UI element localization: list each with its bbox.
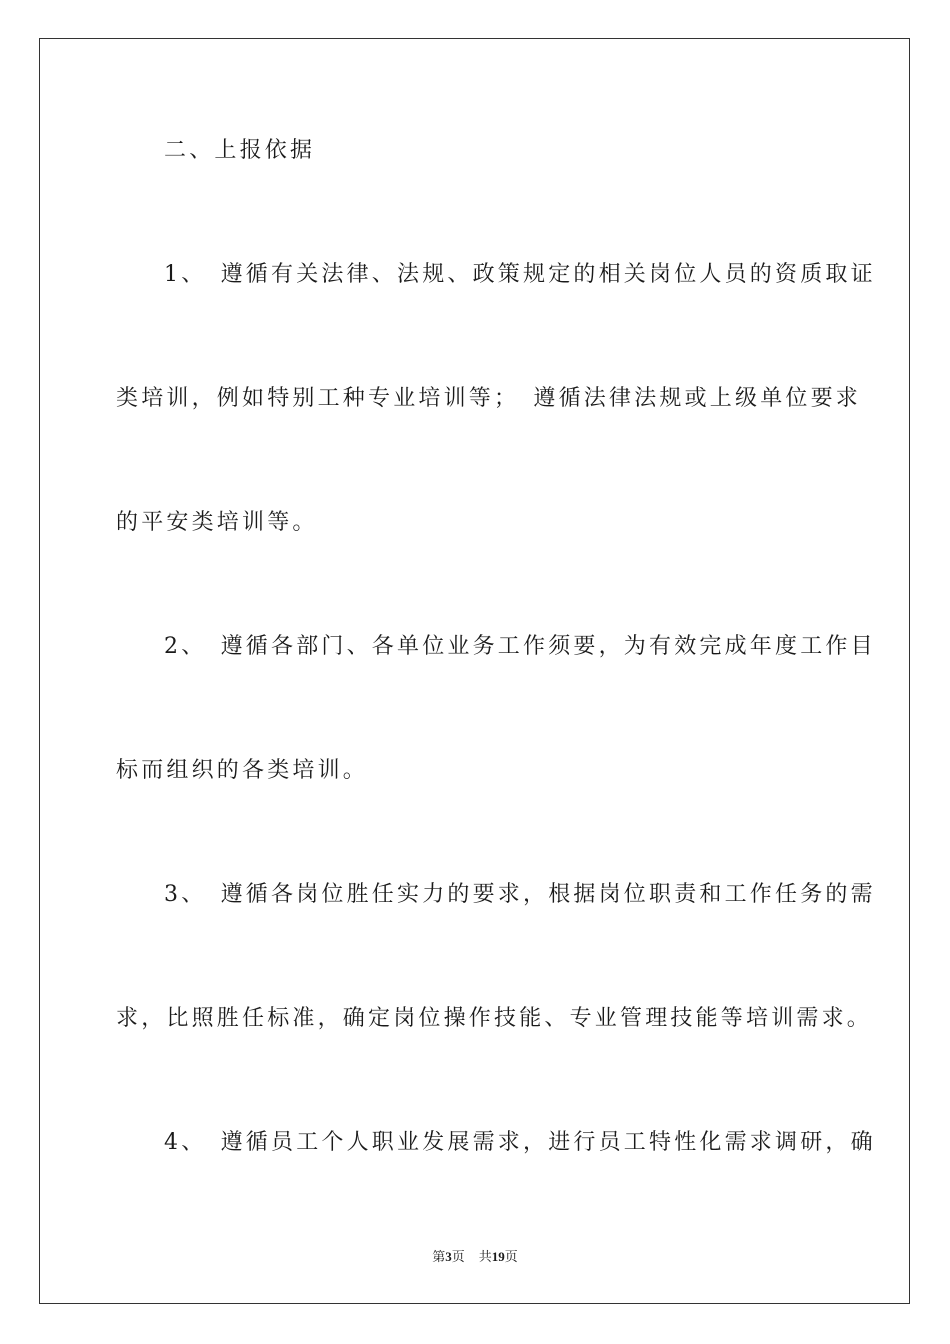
- page-suffix: 页: [451, 1249, 465, 1264]
- paragraph-2-line-2: 标而组织的各类培训。: [116, 758, 369, 783]
- total-suffix: 页: [504, 1249, 518, 1264]
- page-prefix: 第: [432, 1249, 446, 1264]
- paragraph-2-line-1: 2、 遵循各部门、各单位业务工作须要，为有效完成年度工作目: [164, 634, 876, 659]
- paragraph-1-line-2: 类培训，例如特别工种专业培训等； 遵循法律法规或上级单位要求: [116, 386, 862, 411]
- total-prefix: 共: [478, 1249, 492, 1264]
- paragraph-3-line-1: 3、 遵循各岗位胜任实力的要求，根据岗位职责和工作任务的需: [164, 882, 876, 907]
- page-footer: [0, 1248, 950, 1266]
- page-border: [39, 38, 910, 1304]
- paragraph-4-line-1: 4、 遵循员工个人职业发展需求，进行员工特性化需求调研，确: [164, 1130, 876, 1155]
- paragraph-3-line-2: 求，比照胜任标准，确定岗位操作技能、专业管理技能等培训需求。: [116, 1006, 873, 1031]
- current-page-number: 3: [445, 1249, 452, 1264]
- paragraph-1-line-3: 的平安类培训等。: [116, 510, 318, 535]
- section-heading: 二、上报依据: [164, 138, 316, 163]
- paragraph-1-line-1: 1、 遵循有关法律、法规、政策规定的相关岗位人员的资质取证: [164, 262, 876, 287]
- total-page-count: 19: [491, 1249, 505, 1264]
